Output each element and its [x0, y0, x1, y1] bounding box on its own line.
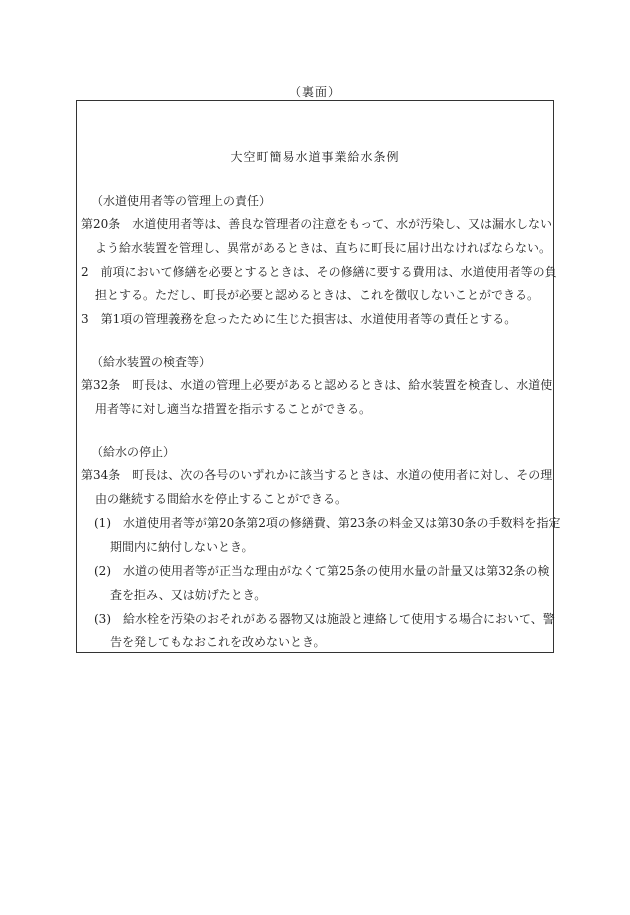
article-34-item-1-line-2: 期間内に納付しないとき。 [110, 540, 254, 554]
article-34-line-1: 第34条 町長は、次の各号のいずれかに該当するときは、水道の使用者に対し、その理 [81, 468, 553, 482]
article-34-item-1-line-1: (1) 水道使用者等が第20条第2項の修繕費、第23条の料金又は第30条の手数料を指定 [94, 516, 561, 530]
article-34-item-2-line-2: 査を拒み、又は妨げたとき。 [110, 588, 267, 602]
article-20-para-2-line-1: 2 前項において修繕を必要とするときは、その修繕に要する費用は、水道使用者等の負 [81, 265, 557, 279]
article-32-line-1: 第32条 町長は、水道の管理上必要があると認めるときは、給水装置を検査し、水道使 [81, 378, 553, 392]
article-20-para-2-line-2: 担とする。ただし、町長が必要と認めるときは、これを徴収しないことができる。 [95, 288, 540, 302]
document-frame [76, 100, 561, 653]
article-32-line-2: 用者等に対し適当な措置を指示することができる。 [95, 402, 372, 416]
article-34-item-3-line-1: (3) 給水栓を汚染のおそれがある器物又は施設と連絡して使用する場合において、警 [94, 612, 555, 626]
ordinance-title: 大空町簡易水道事業給水条例 [230, 150, 400, 164]
article-20-para-3-line-1: 3 第1項の管理義務を怠ったために生じた損害は、水道使用者等の責任とする。 [81, 312, 517, 326]
article-34-line-2: 由の継続する間給水を停止することができる。 [95, 492, 348, 506]
article-20-line-1: 第20条 水道使用者等は、善良な管理者の注意をもって、水が汚染し、又は漏水しない [81, 217, 553, 231]
section-heading-inspection: （給水装置の検査等） [91, 355, 212, 369]
article-20-line-2: よう給水装置を管理し、異常があるときは、直ちに町長に届け出なければならない。 [95, 241, 552, 255]
article-34-item-2-line-1: (2) 水道の使用者等が正当な理由がなくて第25条の使用水量の計量又は第32条の検 [94, 564, 550, 578]
page-side-label: （裏面） [288, 85, 341, 99]
section-heading-suspension: （給水の停止） [91, 445, 176, 459]
article-34-item-3-line-2: 告を発してもなおこれを改めないとき。 [110, 635, 326, 649]
section-heading-management-responsibility: （水道使用者等の管理上の責任） [91, 194, 272, 208]
